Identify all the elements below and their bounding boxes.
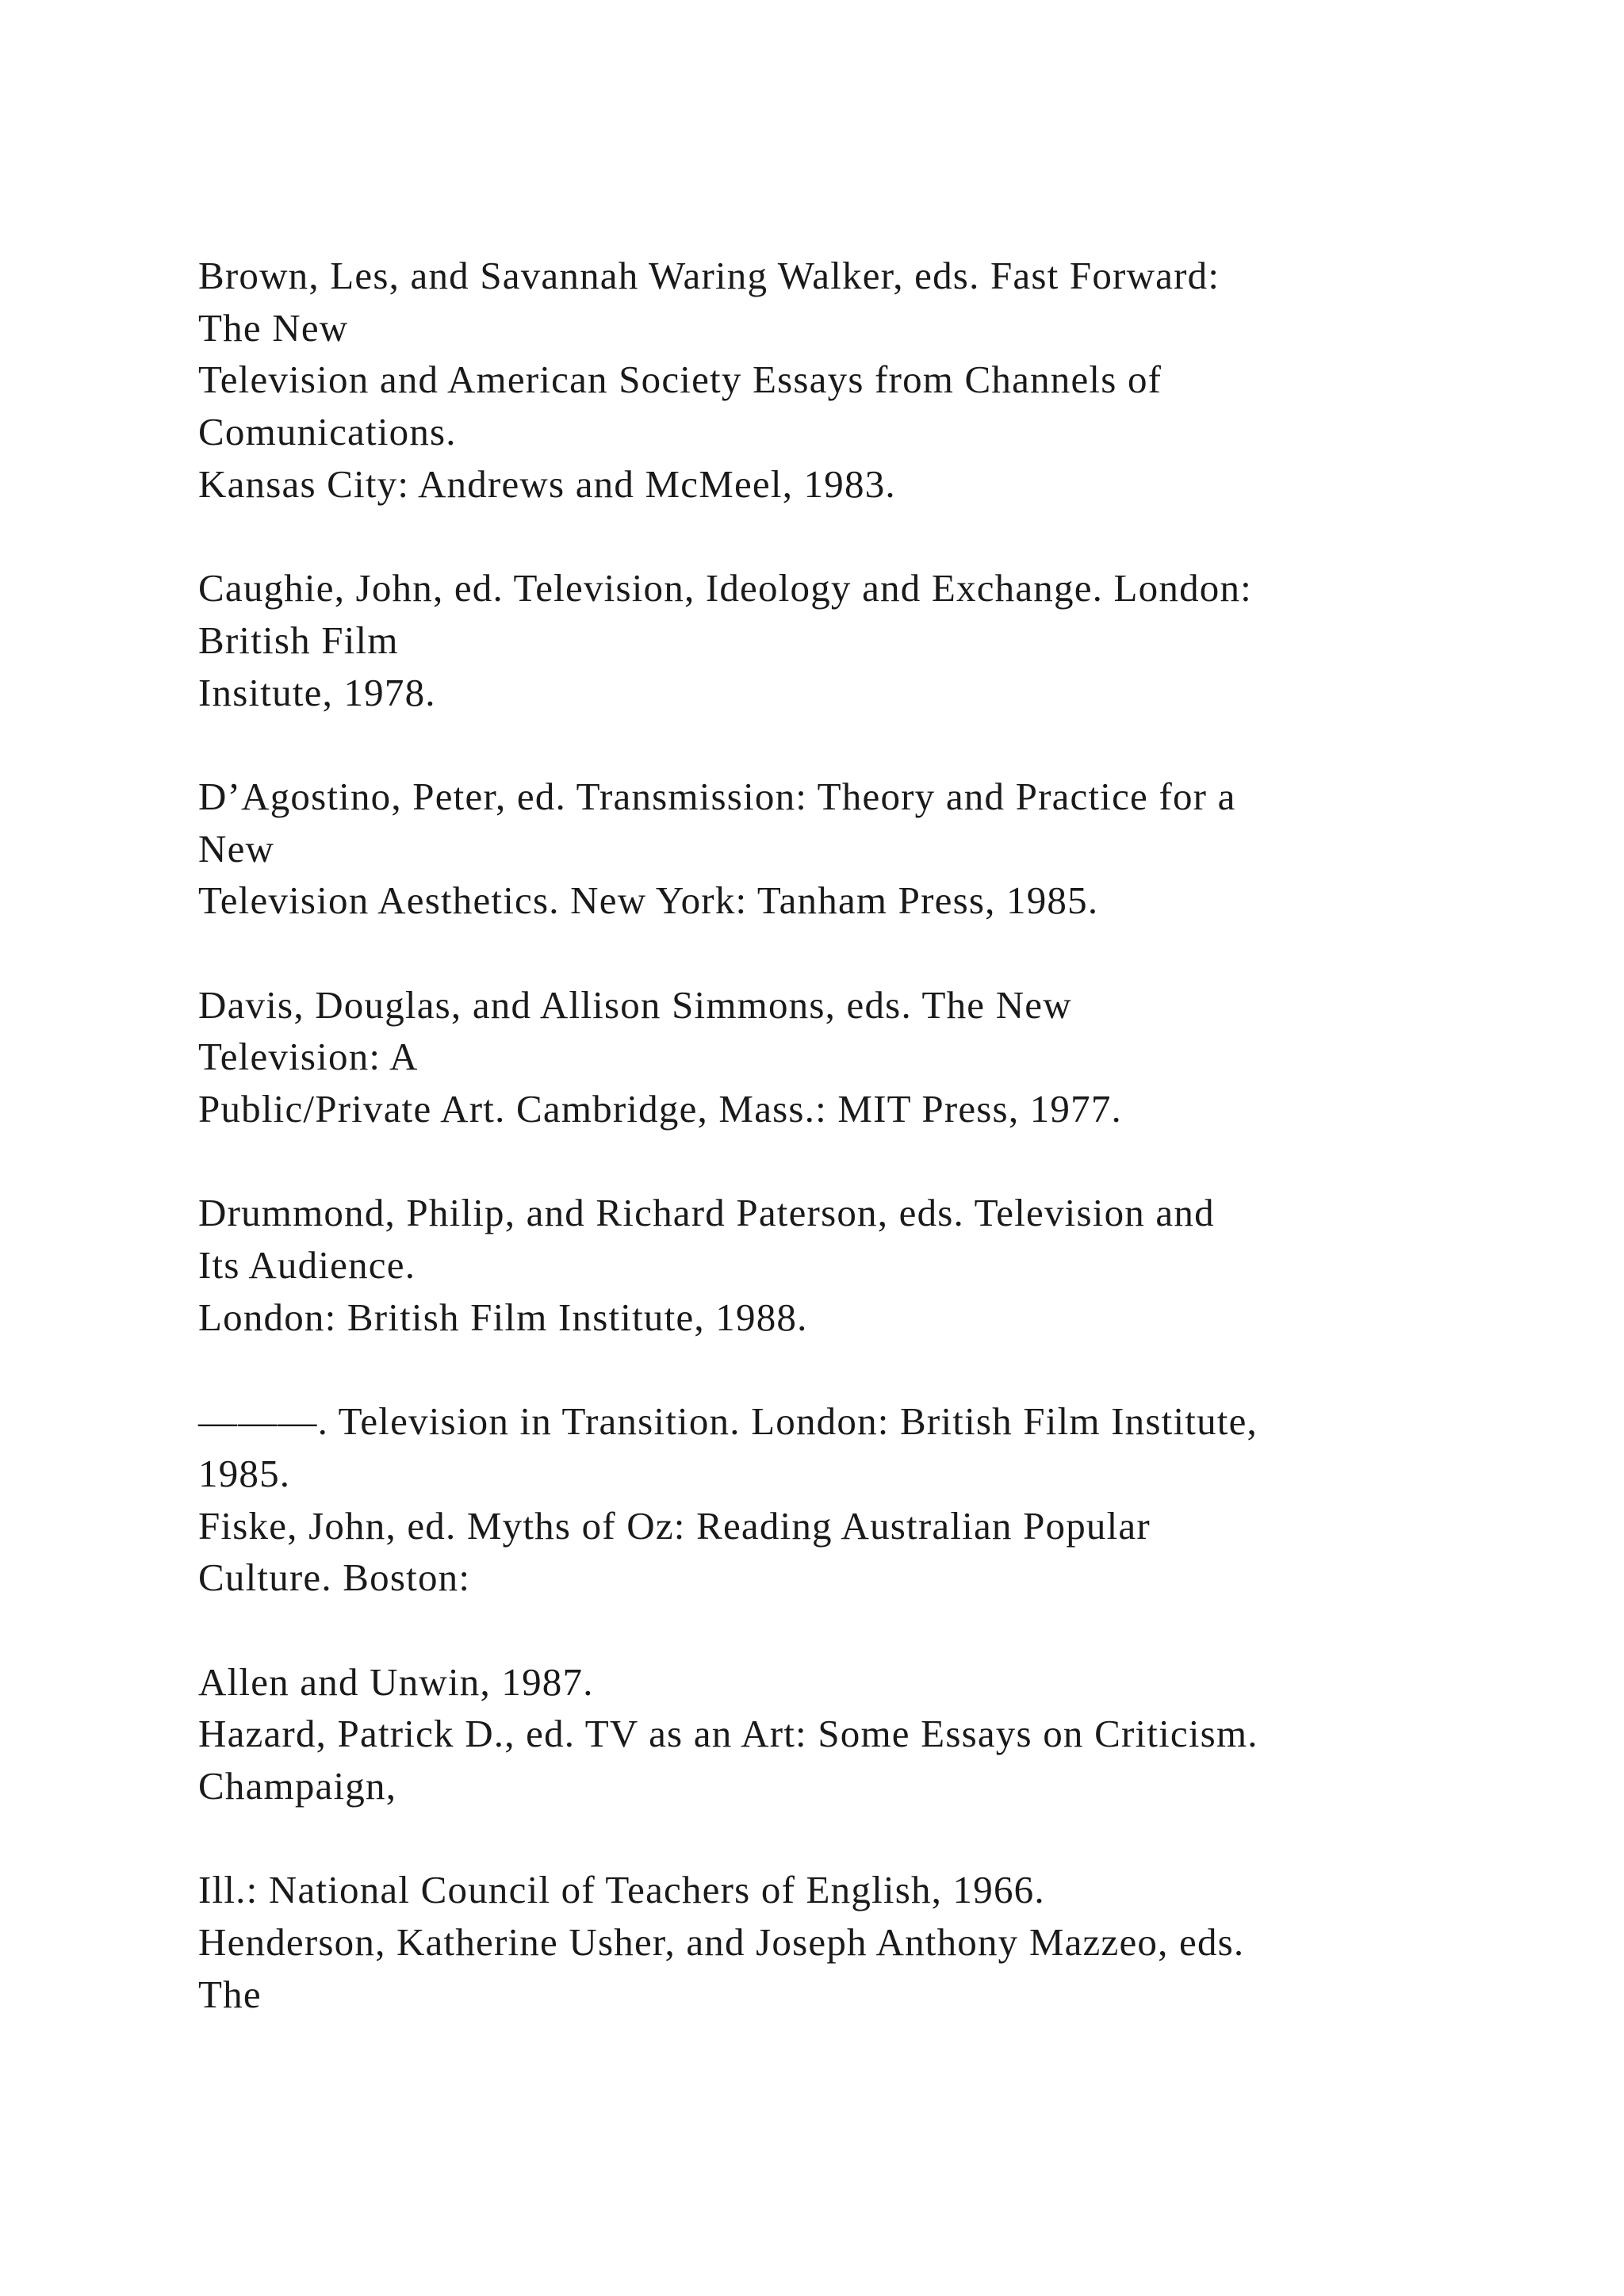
text-line: The xyxy=(198,1972,262,2016)
blank-line xyxy=(198,1343,1546,1395)
text-line: Public/Private Art. Cambridge, Mass.: MIT Press, 1977. xyxy=(198,1087,1122,1131)
text-line: Champaign, xyxy=(198,1763,397,1808)
text-line: Culture. Boston: xyxy=(198,1556,471,1600)
blank-line xyxy=(198,1135,1546,1188)
text-line: Television: A xyxy=(198,1035,419,1079)
text-line: Brown, Les, and Savannah Waring Walker, eds. Fast Forward: xyxy=(198,254,1220,297)
blank-line xyxy=(198,718,1546,771)
text-line: New xyxy=(198,826,275,871)
text-line: Television Aesthetics. New York: Tanham Press, 1985. xyxy=(198,878,1099,923)
text-line: 1985. xyxy=(198,1451,291,1495)
text-line: Allen and Unwin, 1987. xyxy=(198,1659,594,1704)
text-line: ———. Television in Transition. London: British Film Institute, xyxy=(198,1399,1258,1444)
text-line: Henderson, Katherine Usher, and Joseph Anthony Mazzeo, eds. xyxy=(198,1920,1245,1964)
text-line: Kansas City: Andrews and McMeel, 1983. xyxy=(198,461,896,506)
text-line: Caughie, John, ed. Television, Ideology and Exchange. London: xyxy=(198,566,1252,610)
text-line: Drummond, Philip, and Richard Paterson, eds. Television and xyxy=(198,1191,1215,1235)
blank-line xyxy=(198,1812,1546,1865)
text-line: Insitute, 1978. xyxy=(198,670,436,714)
text-line: Hazard, Patrick D., ed. TV as an Art: Some Essays on Criticism. xyxy=(198,1712,1258,1756)
blank-line xyxy=(198,510,1546,562)
text-line: Ill.: National Council of Teachers of English, 1966. xyxy=(198,1868,1045,1912)
text-line: Davis, Douglas, and Allison Simmons, eds. The New xyxy=(198,982,1072,1027)
text-line: Television and American Society Essays from Channels of xyxy=(198,358,1162,402)
text-line: British Film xyxy=(198,618,399,662)
blank-line xyxy=(198,1604,1546,1656)
text-line: Its Audience. xyxy=(198,1243,416,1288)
bibliography-text xyxy=(198,250,1546,2020)
text-line: London: British Film Institute, 1988. xyxy=(198,1295,808,1339)
text-line: Fiske, John, ed. Myths of Oz: Reading Australian Popular xyxy=(198,1503,1151,1548)
text-line: D’Agostino, Peter, ed. Transmission: Theory and Practice for a xyxy=(198,774,1236,818)
text-line: The New xyxy=(198,305,349,350)
blank-line xyxy=(198,927,1546,979)
text-line: Comunications. xyxy=(198,410,457,454)
